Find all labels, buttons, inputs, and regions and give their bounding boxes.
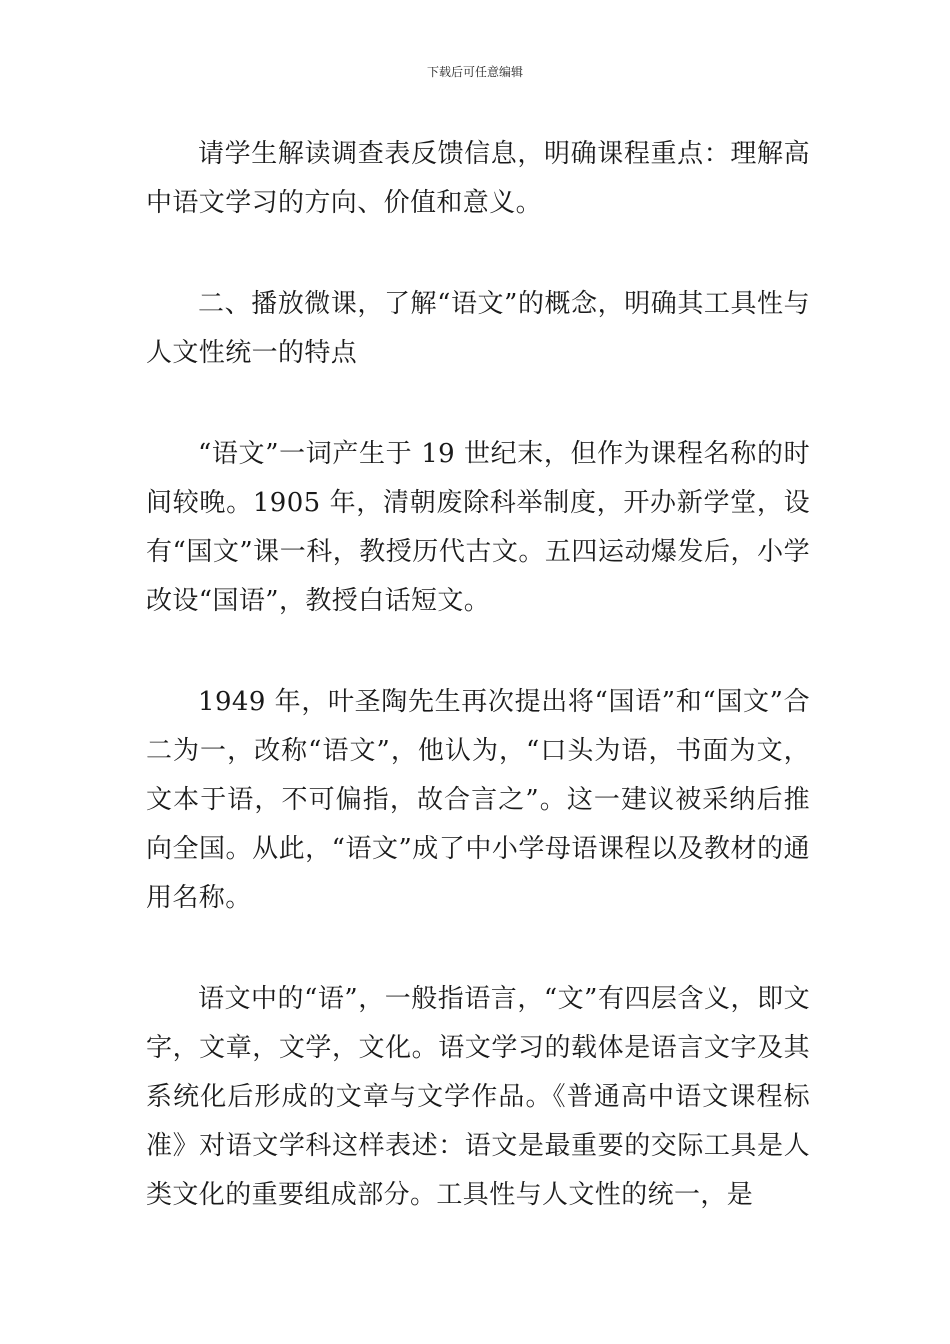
paragraph-ye-shengtao: 1949 年，叶圣陶先生再次提出将“国语”和“国文”合二为一，改称“语文”，他认为，“口头为语，书面为文，文本于语，不可偏指，故合言之”。这一建议被采纳后推向全国。从此，“语文”成了中小学母语课程以及教材的通用名称。 (146, 687, 810, 913)
document-body (146, 130, 810, 1272)
paragraph-term-origin: “语文”一词产生于 19 世纪末，但作为课程名称的时间较晚。1905 年，清朝废除科举制度，开办新学堂，设有“国文”课一科，教授历代古文。五四运动爆发后，小学改设“国语”，教授白话短文。 (146, 439, 810, 616)
paragraph-meaning-of-yuwen: 语文中的“语”，一般指语言，“文”有四层含义，即文字，文章，文学，文化。语文学习的载体是语言文字及其系统化后形成的文章与文学作品。《普通高中语文课程标准》对语文学科这样表述：语文是最重要的交际工具是人类文化的重要组成部分。工具性与人文性的统一，是 (146, 984, 810, 1210)
page-header-note: 下载后可任意编辑 (426, 65, 523, 79)
paragraph-course-focus: 请学生解读调查表反馈信息，明确课程重点：理解高中语文学习的方向、价值和意义。 (146, 139, 810, 218)
section-heading-micro-lesson: 二、播放微课，了解“语文”的概念，明确其工具性与人文性统一的特点 (146, 289, 810, 368)
